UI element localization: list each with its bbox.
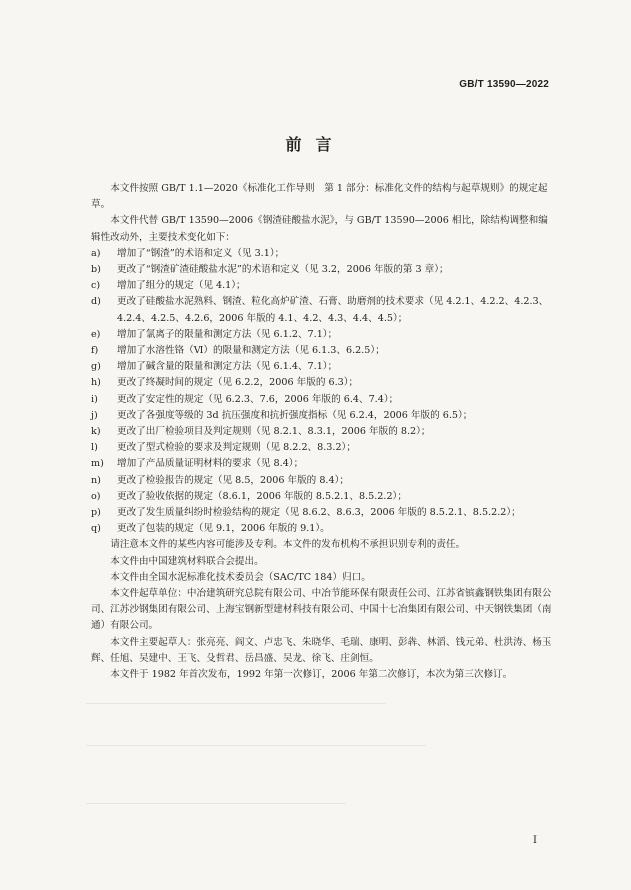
list-marker: o) (91, 490, 101, 502)
bleed-through-line (86, 803, 346, 804)
list-item (91, 246, 557, 262)
list-item-text: 更改了“钢渣矿渣硅酸盐水泥”的术语和定义（见 3.2，2006 年版的第 3 章）； (117, 264, 449, 276)
list-item (91, 489, 557, 505)
list-item (91, 294, 557, 326)
list-item-text: 更改了硅酸盐水泥熟料、钢渣、粒化高炉矿渣、石膏、助磨剂的技术要求（见 4.2.1、4.2.2、4.2.3、4.2.4、4.2.5、4.2.6，2006 年版的 4.1、4.2、4.3、4.4、4.5）； (117, 296, 549, 324)
standard-code: GB/T 13590—2022 (459, 79, 549, 90)
paragraph-proposer: 本文件由中国建筑材料联合会提出。 (110, 555, 264, 567)
list-marker: q) (91, 523, 101, 535)
list-marker: h) (91, 377, 101, 389)
list-item (91, 473, 557, 489)
list-item-text: 增加了碱含量的限量和测定方法（见 6.1.4、7.1）； (117, 361, 338, 373)
list-item-text: 更改了型式检验的要求及判定规则（见 8.2.2、8.3.2）； (117, 442, 356, 454)
list-item (91, 424, 557, 440)
paragraph-drafting-units: 本文件起草单位：中冶建筑研究总院有限公司、中冶节能环保有限责任公司、江苏省镔鑫钢铁集团有限公司、江苏沙钢集团有限公司、上海宝钢新型建材科技有限公司、中国十七冶集团有限公司、中天钢铁集团（南通）有限公司。 (91, 588, 552, 632)
list-item-text: 更改了安定性的规定（见 6.2.3、7.6，2006 年版的 6.4、7.4）； (117, 393, 399, 405)
list-marker: b) (91, 264, 101, 276)
bleed-through-line (86, 745, 426, 746)
list-item-text: 更改了检验报告的规定（见 8.5，2006 年版的 8.4）； (117, 474, 349, 486)
list-item-text: 更改了包装的规定（见 9.1，2006 年版的 9.1）。 (117, 523, 330, 535)
list-marker: j) (91, 409, 98, 421)
paragraph-history: 本文件于 1982 年首次发布，1992 年第一次修订，2006 年第二次修订，本次为第三次修订。 (110, 669, 513, 681)
list-item-text: 增加了产品质量证明材料的要求（见 8.4）； (117, 458, 304, 470)
changes-list (91, 246, 557, 538)
list-marker: g) (91, 361, 101, 373)
list-item (91, 521, 557, 537)
list-item-text: 更改了终凝时间的规定（见 6.2.2，2006 年版的 6.3）； (117, 377, 359, 389)
list-item-text: 增加了组分的规定（见 4.1）； (117, 280, 246, 292)
list-marker: m) (91, 458, 104, 470)
list-item (91, 456, 557, 472)
list-item (91, 375, 557, 391)
list-item (91, 440, 557, 456)
list-marker: f) (91, 345, 99, 357)
list-item-text: 增加了氯离子的限量和测定方法（见 6.1.2、7.1）； (117, 328, 338, 340)
paragraph-replacement: 本文件代替 GB/T 13590—2006《钢渣硅酸盐水泥》，与 GB/T 13590—2006 相比，除结构调整和编辑性改动外，主要技术变化如下： (91, 215, 548, 243)
list-item (91, 392, 557, 408)
list-item-text: 增加了水溶性铬（Ⅵ）的限量和测定方法（见 6.1.3、6.2.5）； (117, 345, 385, 357)
list-item (91, 359, 557, 375)
list-marker: p) (91, 507, 101, 519)
list-marker: i) (91, 393, 98, 405)
list-item-text: 更改了验收依据的规定（8.6.1，2006 年版的 8.5.2.1、8.5.2.2）； (117, 490, 407, 502)
list-marker: a) (91, 247, 101, 259)
list-item (91, 278, 557, 294)
list-marker: d) (91, 296, 101, 308)
page-title: 前言 (285, 135, 346, 154)
list-marker: l) (91, 442, 98, 454)
list-item-text: 更改了发生质量纠纷时检验结构的规定（见 8.6.2、8.6.3，2006 年版的 8.5.2.1、8.5.2.2）； (117, 507, 521, 519)
page-number: I (533, 835, 537, 846)
list-item-text: 增加了“钢渣”的术语和定义（见 3.1）； (117, 247, 285, 259)
list-item-text: 更改了出厂检验项目及判定规则（见 8.2.1、8.3.1，2006 年版的 8.2）； (117, 426, 431, 438)
paragraph-drafting-rules: 本文件按照 GB/T 1.1—2020《标准化工作导则 第 1 部分：标准化文件的结构与起草规则》的规定起草。 (91, 183, 548, 211)
list-item (91, 327, 557, 343)
list-item-text: 更改了各强度等级的 3d 抗压强度和抗折强度指标（见 6.2.4，2006 年版的 6.5）； (117, 409, 473, 421)
paragraph-drafters: 本文件主要起草人：张亮亮、阎文、卢忠飞、朱晓华、毛瑞、康明、彭犇、林滔、钱元弟、杜洪涛、杨玉辉、任旭、吴建中、王飞、殳哲君、岳昌盛、吴龙、徐飞、庄剑恒。 (91, 636, 552, 664)
paragraph-patent-notice: 请注意本文件的某些内容可能涉及专利。本文件的发布机构不承担识别专利的责任。 (110, 539, 466, 551)
list-marker: k) (91, 426, 101, 438)
list-item (91, 343, 557, 359)
paragraph-committee: 本文件由全国水泥标准化技术委员会（SAC/TC 184）归口。 (110, 571, 371, 583)
list-item (91, 408, 557, 424)
list-marker: c) (91, 280, 101, 292)
list-marker: e) (91, 328, 101, 340)
list-marker: n) (91, 474, 101, 486)
foreword-body (91, 181, 557, 683)
list-item (91, 262, 557, 278)
bleed-through-line (86, 703, 386, 704)
list-item (91, 505, 557, 521)
